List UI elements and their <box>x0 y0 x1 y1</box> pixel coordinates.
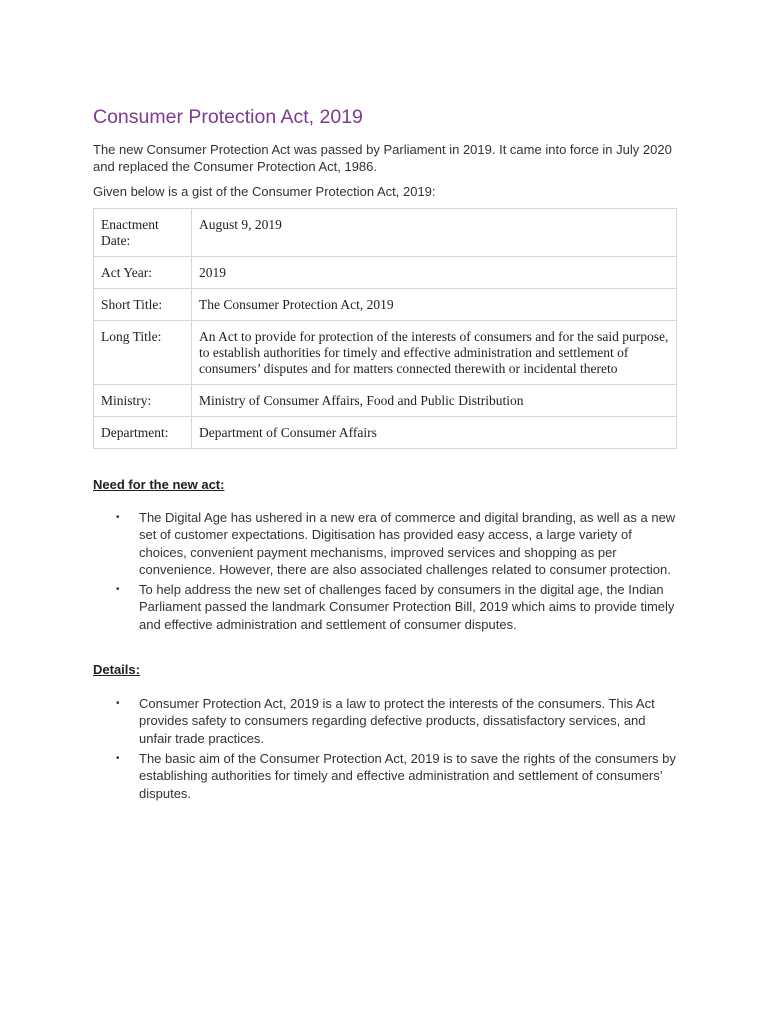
table-row <box>94 417 677 449</box>
table-row <box>94 289 677 321</box>
table-row <box>94 385 677 417</box>
bullet-icon: • <box>116 698 120 710</box>
row-value: Ministry of Consumer Affairs, Food and Public Distribution <box>192 385 677 417</box>
need-bullet-list <box>93 509 677 633</box>
row-value: An Act to provide for protection of the interests of consumers and for the said purpose, to establish authorities for timely and effective administration and settlement of consumers’ disputes and for matters connected therewith or incidental thereto <box>192 321 677 385</box>
gist-intro-paragraph: Given below is a gist of the Consumer Protection Act, 2019: <box>93 184 436 199</box>
row-label: Short Title: <box>94 289 192 321</box>
list-item-text: The basic aim of the Consumer Protection Act, 2019 is to save the rights of the consumers by establishing authorities for timely and effective administration and settlement of consumers’ disputes. <box>139 750 676 801</box>
row-value: The Consumer Protection Act, 2019 <box>192 289 677 321</box>
row-label: Long Title: <box>94 321 192 385</box>
list-item <box>93 581 677 633</box>
page-title: Consumer Protection Act, 2019 <box>93 106 363 128</box>
details-section-heading: Details: <box>93 662 140 678</box>
list-item <box>93 509 677 578</box>
row-value: August 9, 2019 <box>192 209 677 257</box>
list-item <box>93 695 677 747</box>
list-item-text: The Digital Age has ushered in a new era of commerce and digital branding, as well as a new set of customer expectations. Digitisation has provided easy access, a large variety of choices, convenient payment mechanisms, improved services and shopping as per convenience. However, there are also associated challenges related to consumer protection. <box>139 510 676 577</box>
need-section-heading: Need for the new act: <box>93 477 225 492</box>
table-row <box>94 257 677 289</box>
details-bullet-list <box>93 695 677 802</box>
act-gist-table <box>93 208 677 449</box>
table-row <box>94 209 677 257</box>
row-label: Enactment Date: <box>94 209 192 257</box>
intro-paragraph: The new Consumer Protection Act was passed by Parliament in 2019. It came into force in July 2020 and replaced the Consumer Protection Act, 1986. <box>93 142 672 174</box>
row-label: Act Year: <box>94 257 192 289</box>
document-page <box>93 104 677 805</box>
bullet-icon: • <box>116 584 120 596</box>
row-label: Department: <box>94 417 192 449</box>
table-row <box>94 321 677 385</box>
bullet-icon: • <box>116 752 120 764</box>
list-item-text: Consumer Protection Act, 2019 is a law to protect the interests of the consumers. This Act provides safety to consumers regarding defective products, dissatisfactory services, and unfair trade practices. <box>139 696 655 746</box>
row-label: Ministry: <box>94 385 192 417</box>
bullet-icon: • <box>116 512 120 523</box>
row-value: 2019 <box>192 257 677 289</box>
list-item <box>93 750 677 802</box>
row-value: Department of Consumer Affairs <box>192 417 677 449</box>
list-item-text: To help address the new set of challenges faced by consumers in the digital age, the Indian Parliament passed the landmark Consumer Protection Bill, 2019 which aims to provide timely and effective administration and settlement of consumer disputes. <box>139 582 675 632</box>
